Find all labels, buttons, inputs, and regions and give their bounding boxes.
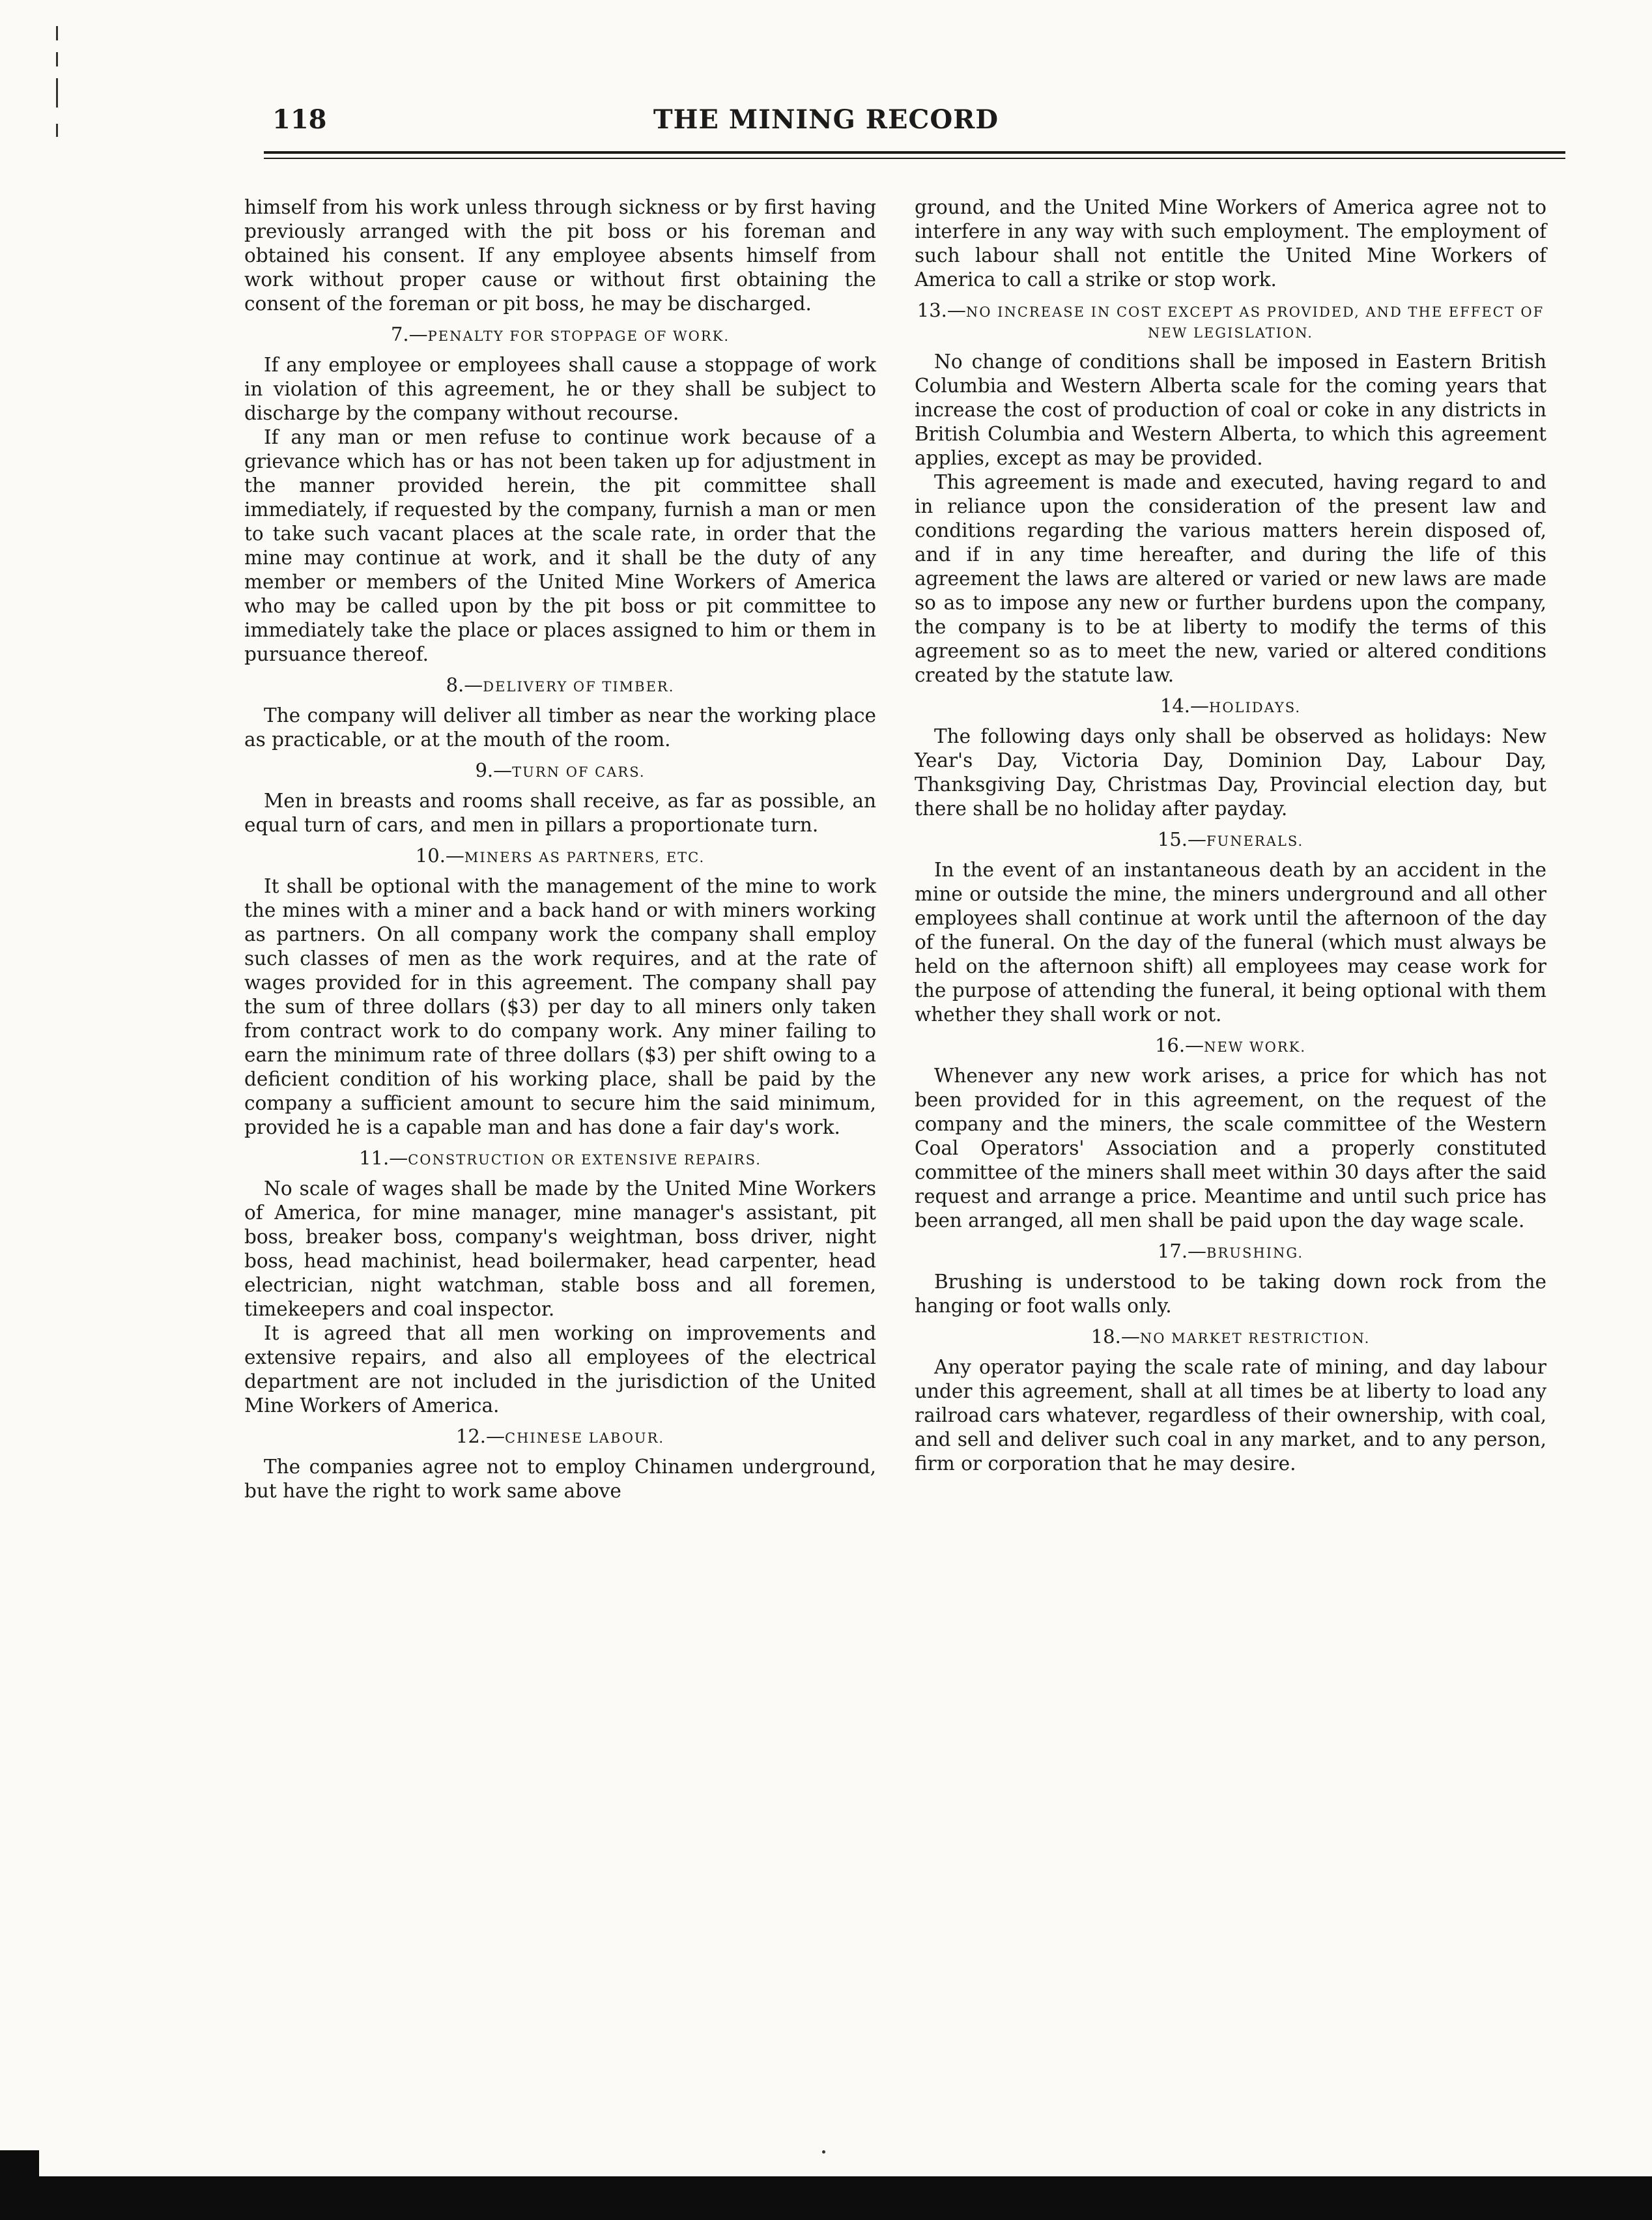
paragraph: It is agreed that all men working on improvements and extensive repairs, and also all employees of the electrical department are not included in the jurisdiction of the United Mine Workers of America. bbox=[244, 1322, 876, 1417]
section-number: 15.— bbox=[1157, 828, 1206, 850]
section-title: DELIVERY OF TIMBER. bbox=[483, 679, 675, 695]
section-heading-7 bbox=[244, 324, 876, 347]
paragraph: himself from his work unless through sickness or by first having previously arranged with the pit boss or his foreman and obtained his consent. If any employee absents himself from work without proper cause or without first obtaining the consent of the foreman or pit boss, he may be discharged. bbox=[244, 196, 876, 315]
paragraph: ground, and the United Mine Workers of America agree not to interfere in any way with such employment. The employment of such labour shall not entitle the United Mine Workers of America to call a strike or stop work. bbox=[915, 196, 1546, 291]
paragraph: No change of conditions shall be imposed in Eastern British Columbia and Western Alberta scale for the coming years that increase the cost of production of coal or coke in any districts in British Columbia and Western Alberta, to which this agreement applies, except as may be provided. bbox=[915, 351, 1546, 469]
paragraph: This agreement is made and executed, having regard to and in reliance upon the consideration of the present law and conditions regarding the various matters herein disposed of, and if in any time hereafter, and during the life of this agreement the laws are altered or varied or new laws are made so as to impose any new or further burdens upon the company, the company is to be at liberty to modify the terms of this agreement so as to meet the new, varied or altered conditions created by the statute law. bbox=[915, 471, 1546, 686]
paragraph: The companies agree not to employ Chinamen underground, but have the right to work same above bbox=[244, 1456, 876, 1502]
section-number: 8.— bbox=[446, 674, 483, 696]
section-heading-16 bbox=[915, 1035, 1546, 1058]
section-title: MINERS AS PARTNERS, ETC. bbox=[464, 850, 705, 865]
section-number: 10.— bbox=[415, 844, 464, 867]
section-heading-8 bbox=[244, 674, 876, 697]
section-number: 17.— bbox=[1157, 1240, 1207, 1262]
section-title: PENALTY FOR STOPPAGE OF WORK. bbox=[427, 328, 730, 344]
header-rule-thin bbox=[264, 158, 1565, 159]
paragraph: In the event of an instantaneous death by an accident in the mine or outside the mine, the miners underground and all other employees shall continue at work until the afternoon of the day of the funeral. On the day of the funeral (which must always be held on the afternoon shift) all employees may cease work for the purpose of attending the funeral, it being optional with them whether they shall work or not. bbox=[915, 859, 1546, 1026]
section-number: 12.— bbox=[455, 1425, 505, 1447]
section-number: 14.— bbox=[1160, 695, 1209, 717]
paragraph: Whenever any new work arises, a price for which has not been provided for in this agreement, on the request of the company and the miners, the scale committee of the Western Coal Operators' Association and a properly constituted committee of the miners shall meet within 30 days after the said request and arrange a price. Meantime and until such price has been arranged, all men shall be paid upon the day wage scale. bbox=[915, 1065, 1546, 1232]
paragraph: The company will deliver all timber as near the working place as practicable, or at the mouth of the room. bbox=[244, 704, 876, 751]
paragraph: The following days only shall be observed as holidays: New Year's Day, Victoria Day, Dominion Day, Labour Day, Thanksgiving Day, Christmas Day, Provincial election day, but there shall be no holiday after payday. bbox=[915, 725, 1546, 820]
section-heading-10 bbox=[244, 845, 876, 868]
section-number: 16.— bbox=[1154, 1034, 1204, 1056]
right-column bbox=[915, 195, 1546, 1476]
section-heading-15 bbox=[915, 829, 1546, 852]
section-number: 7.— bbox=[390, 323, 428, 345]
section-title: NO INCREASE IN COST EXCEPT AS PROVIDED, AND THE EFFECT OF NEW LEGISLATION. bbox=[965, 304, 1545, 341]
section-heading-12 bbox=[244, 1426, 876, 1449]
scan-bottom-border bbox=[0, 2176, 1652, 2220]
paragraph: If any employee or employees shall cause a stoppage of work in violation of this agreement, he or they shall be subject to discharge by the company without recourse. bbox=[244, 354, 876, 424]
section-title: NO MARKET RESTRICTION. bbox=[1139, 1331, 1371, 1346]
paragraph: Men in breasts and rooms shall receive, as far as possible, an equal turn of cars, and men in pillars a proportionate turn. bbox=[244, 790, 876, 836]
section-title: TURN OF CARS. bbox=[512, 764, 646, 780]
section-heading-18 bbox=[915, 1326, 1546, 1349]
paragraph: Any operator paying the scale rate of mining, and day labour under this agreement, shall at all times be at liberty to load any railroad cars whatever, regardless of their ownership, with coal, and sell and deliver such coal in any market, and to any person, firm or corporation that he may desire. bbox=[915, 1356, 1546, 1475]
paragraph: No scale of wages shall be made by the United Mine Workers of America, for mine manager, mine manager's assistant, pit boss, breaker boss, company's weightman, boss driver, night boss, head machinist, head boilermaker, head carpenter, head electrician, night watchman, stable boss and all foremen, timekeepers and coal inspector. bbox=[244, 1177, 876, 1320]
paragraph: It shall be optional with the management of the mine to work the mines with a miner and a back hand or with miners working as partners. On all company work the company shall employ such classes of men as the work requires, and at the rate of wages provided for in this agreement. The company shall pay the sum of three dollars ($3) per day to all miners only taken from contract work to do company work. Any miner failing to earn the minimum rate of three dollars ($3) per shift owing to a deficient condition of his working place, shall be paid by the company a sufficient amount to secure him the said minimum, provided he is a capable man and has done a fair day's work. bbox=[244, 875, 876, 1138]
section-number: 9.— bbox=[475, 759, 513, 781]
paragraph: If any man or men refuse to continue work because of a grievance which has or has not been taken up for adjustment in the manner provided herein, the pit committee shall immediately, if requested by the company, furnish a man or men to take such vacant places at the scale rate, in order that the mine may continue at work, and it shall be the duty of any member or members of the United Mine Workers of America who may be called upon by the pit boss or pit committee to immediately take the place or places assigned to him or them in pursuance thereof. bbox=[244, 426, 876, 665]
running-head: THE MINING RECORD bbox=[653, 104, 999, 135]
left-column bbox=[244, 195, 876, 1503]
section-title: CONSTRUCTION OR EXTENSIVE REPAIRS. bbox=[408, 1152, 762, 1168]
footer-dot bbox=[822, 2150, 825, 2154]
section-heading-14 bbox=[915, 695, 1546, 718]
section-heading-9 bbox=[244, 760, 876, 783]
paragraph: Brushing is understood to be taking down rock from the hanging or foot walls only. bbox=[915, 1271, 1546, 1317]
section-title: FUNERALS. bbox=[1206, 833, 1304, 849]
section-number: 13.— bbox=[917, 299, 966, 321]
section-heading-13 bbox=[915, 300, 1546, 343]
section-heading-17 bbox=[915, 1241, 1546, 1263]
section-number: 11.— bbox=[359, 1147, 408, 1169]
section-title: CHINESE LABOUR. bbox=[505, 1430, 665, 1446]
section-heading-11 bbox=[244, 1147, 876, 1170]
section-number: 18.— bbox=[1090, 1325, 1140, 1348]
page-number: 118 bbox=[272, 104, 327, 135]
section-title: BRUSHING. bbox=[1206, 1245, 1304, 1261]
header-rule bbox=[264, 151, 1565, 154]
section-title: NEW WORK. bbox=[1204, 1039, 1307, 1055]
section-title: HOLIDAYS. bbox=[1209, 700, 1302, 715]
